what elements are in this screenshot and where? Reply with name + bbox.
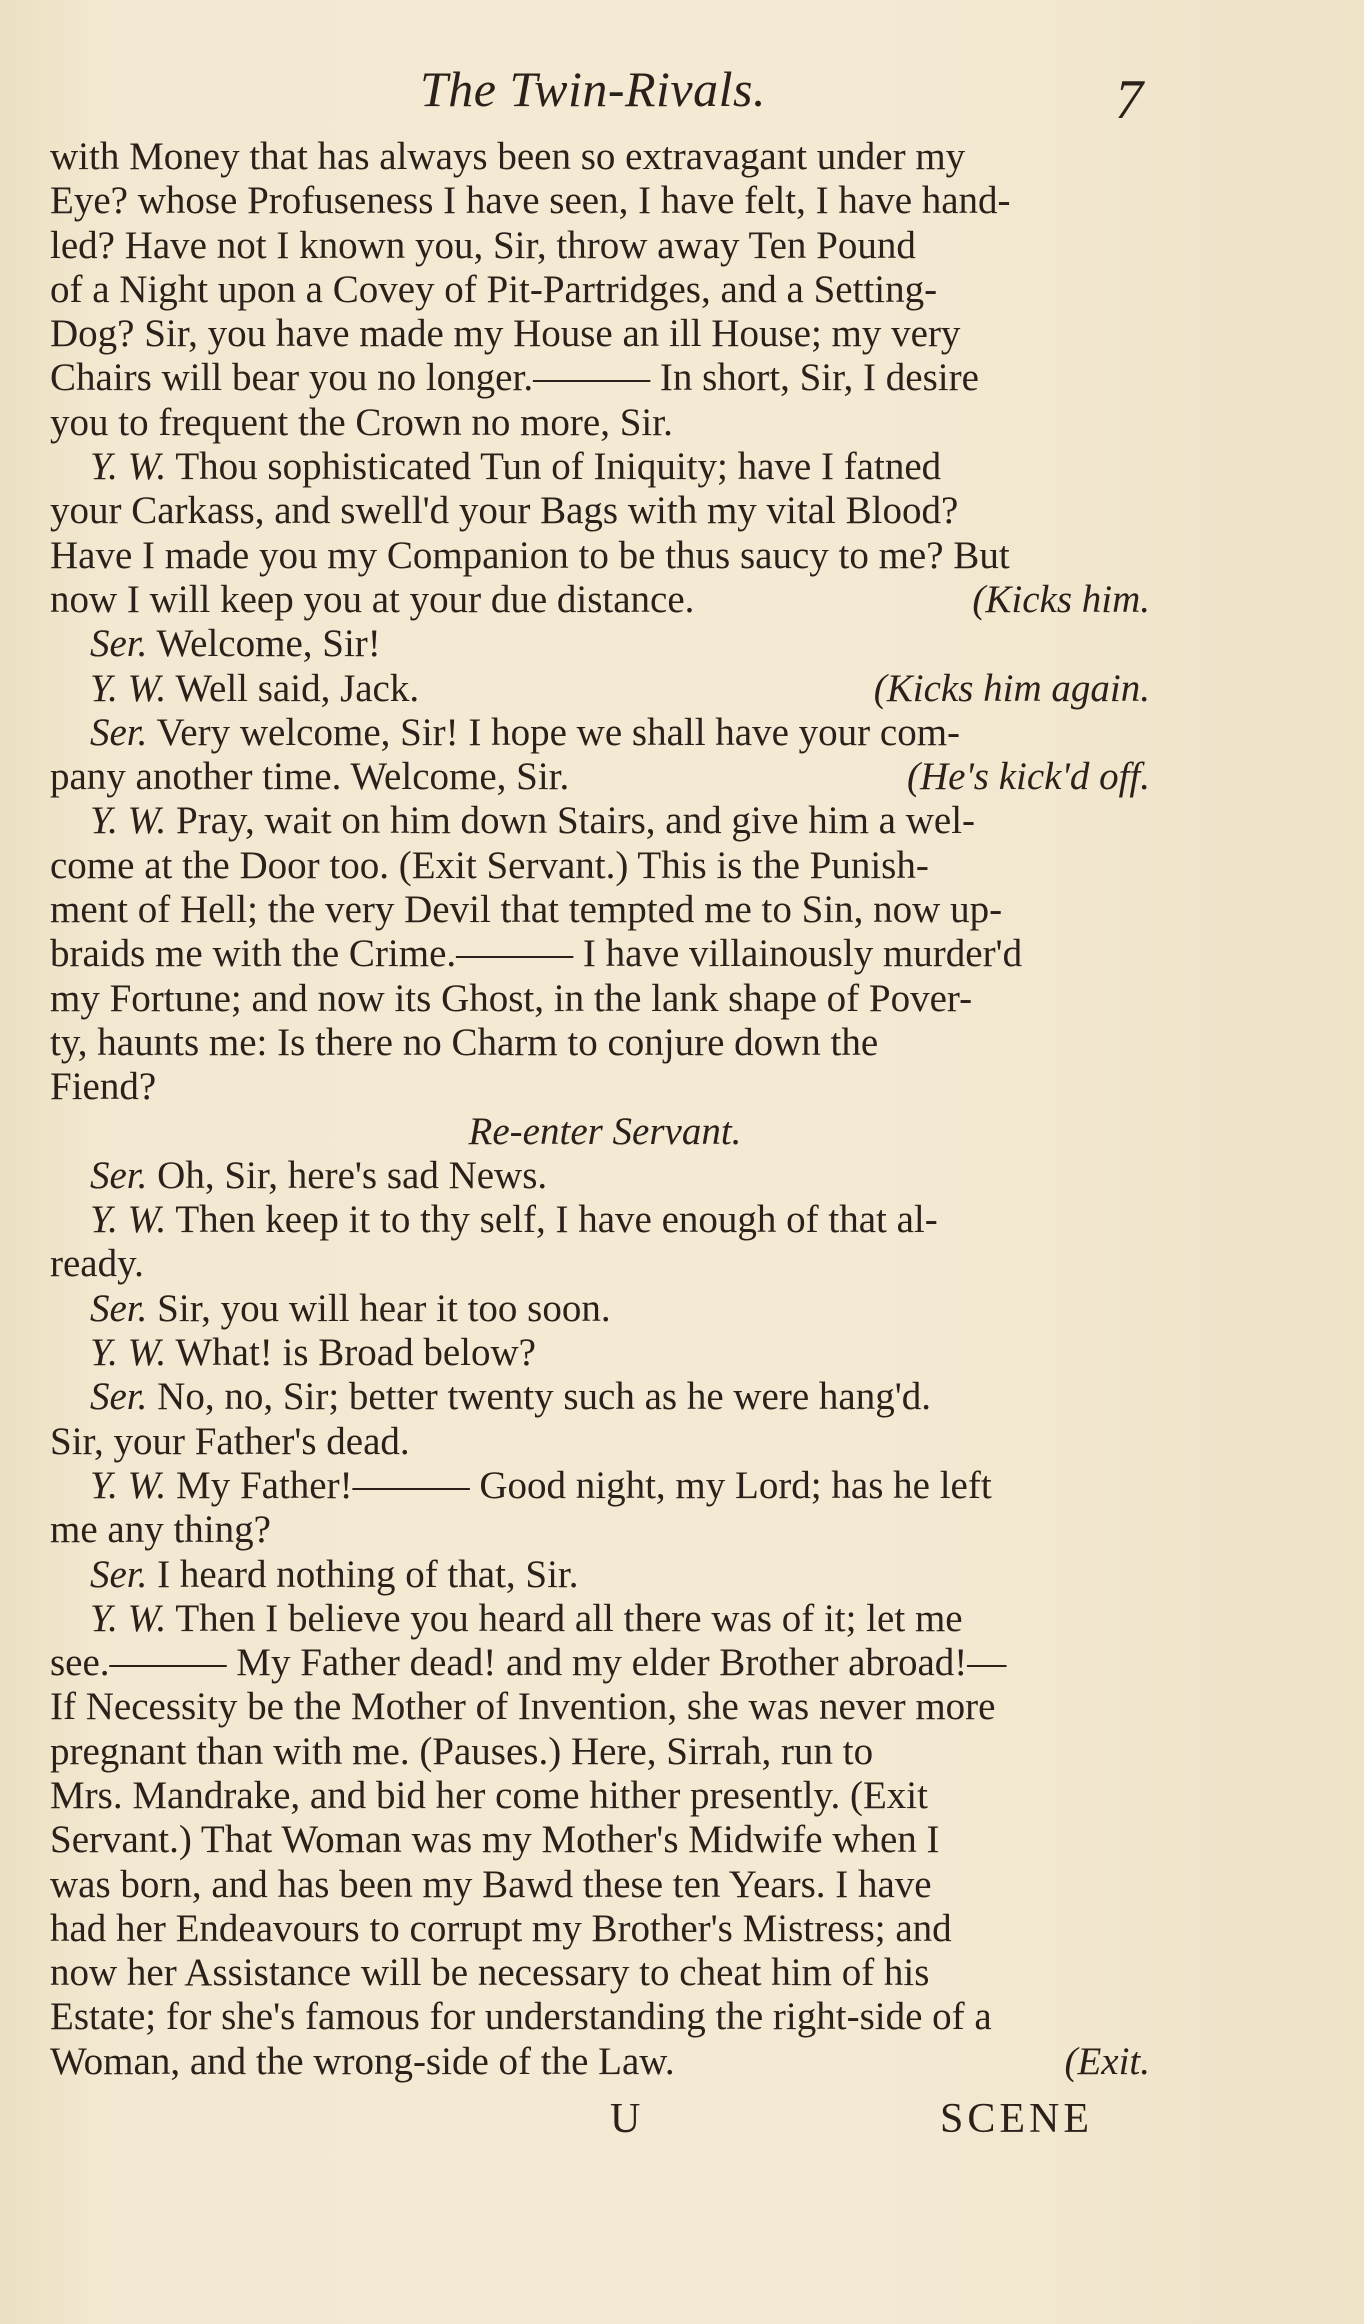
line-text: Chairs will bear you no longer.——— In short, Sir, I desire xyxy=(50,356,979,400)
line-text: I heard nothing of that, Sir. xyxy=(157,1552,579,1596)
line-text: Woman, and the wrong-side of the Law. xyxy=(50,2039,675,2083)
text-line xyxy=(50,1464,1160,1508)
signature-mark: U xyxy=(610,2096,641,2142)
text-line xyxy=(50,356,1160,400)
line-text: Have I made you my Companion to be thus saucy to me? But xyxy=(50,533,1010,577)
text-line xyxy=(50,401,1160,445)
speaker-name: Y. W. xyxy=(90,1331,167,1375)
text-line xyxy=(50,1154,1160,1198)
page-footer xyxy=(0,2095,1364,2165)
line-text: What! is Broad below? xyxy=(175,1331,536,1375)
speaker-name: Ser. xyxy=(90,1552,148,1596)
line-text: Oh, Sir, here's sad News. xyxy=(157,1153,548,1197)
line-text: come at the Door too. (Exit Servant.) This is the Punish- xyxy=(50,843,929,887)
text-line xyxy=(50,1863,1160,1907)
stage-direction: (Kicks him again. xyxy=(873,666,1150,710)
line-text: No, no, Sir; better twenty such as he were hang'd. xyxy=(157,1375,932,1419)
text-line xyxy=(50,179,1160,223)
line-text: Sir, you will hear it too soon. xyxy=(157,1286,611,1330)
text-line xyxy=(50,268,1160,312)
line-text: Pray, wait on him down Stairs, and give him a wel- xyxy=(176,799,976,843)
text-line xyxy=(50,1198,1160,1242)
page-number: 7 xyxy=(1115,69,1143,131)
text-line xyxy=(50,1685,1160,1729)
line-text: ty, haunts me: Is there no Charm to conjure down the xyxy=(50,1020,879,1064)
line-text: Re-enter Servant. xyxy=(468,1109,742,1153)
line-text: If Necessity be the Mother of Invention, she was never more xyxy=(50,1685,996,1729)
text-line xyxy=(50,489,1160,533)
line-text: Welcome, Sir! xyxy=(156,622,381,666)
text-line xyxy=(50,1818,1160,1862)
line-text: Sir, your Father's dead. xyxy=(50,1419,410,1463)
line-text: my Fortune; and now its Ghost, in the lank shape of Pover- xyxy=(50,976,973,1020)
text-line xyxy=(50,1907,1160,1951)
line-text: ment of Hell; the very Devil that tempted me to Sin, now up- xyxy=(50,888,1003,932)
line-text: Well said, Jack. xyxy=(175,666,420,710)
stage-direction: (He's kick'd off. xyxy=(906,755,1150,799)
text-line xyxy=(50,755,1160,799)
text-line xyxy=(50,135,1160,179)
line-text: led? Have not I known you, Sir, throw away Ten Pound xyxy=(50,223,916,267)
text-line xyxy=(50,1995,1160,2039)
text-line xyxy=(50,224,1160,268)
line-text: pany another time. Welcome, Sir. xyxy=(50,755,570,799)
line-text: see.——— My Father dead! and my elder Brother abroad!— xyxy=(50,1641,1007,1685)
text-line xyxy=(50,578,1160,622)
line-text: with Money that has always been so extravagant under my xyxy=(50,135,966,178)
speaker-name: Y. W. xyxy=(90,1198,167,1242)
speaker-name: Ser. xyxy=(90,1153,148,1197)
line-text: was born, and has been my Bawd these ten Years. I have xyxy=(50,1862,932,1906)
text-line xyxy=(50,1951,1160,1995)
line-text: Eye? whose Profuseness I have seen, I have felt, I have hand- xyxy=(50,179,1011,223)
text-line xyxy=(50,1287,1160,1331)
line-text: Very welcome, Sir! I hope we shall have your com- xyxy=(156,710,961,754)
line-text: of a Night upon a Covey of Pit-Partridges, and a Setting- xyxy=(50,267,938,311)
text-line xyxy=(50,1774,1160,1818)
text-line xyxy=(50,667,1160,711)
text-line xyxy=(50,711,1160,755)
text-line xyxy=(50,1110,1160,1154)
text-line xyxy=(50,1420,1160,1464)
line-text: Thou sophisticated Tun of Iniquity; have I fatned xyxy=(175,445,942,489)
text-line xyxy=(50,1641,1160,1685)
line-text: Fiend? xyxy=(50,1065,157,1109)
line-text: your Carkass, and swell'd your Bags with my vital Blood? xyxy=(50,489,959,533)
text-line xyxy=(50,1331,1160,1375)
text-line xyxy=(50,799,1160,843)
line-text: pregnant than with me. (Pauses.) Here, Sirrah, run to xyxy=(50,1729,874,1773)
line-text: Then keep it to thy self, I have enough of that al- xyxy=(175,1198,938,1242)
text-line xyxy=(50,445,1160,489)
text-line xyxy=(50,1065,1160,1109)
line-text: braids me with the Crime.——— I have villainously murder'd xyxy=(50,932,1023,976)
line-text: Estate; for she's famous for understanding the right-side of a xyxy=(50,1995,992,2039)
line-text: Mrs. Mandrake, and bid her come hither presently. (Exit xyxy=(50,1773,928,1817)
text-line xyxy=(50,1553,1160,1597)
speaker-name: Y. W. xyxy=(90,1463,167,1507)
speaker-name: Y. W. xyxy=(90,445,167,489)
speaker-name: Y. W. xyxy=(90,799,167,843)
text-line xyxy=(50,1021,1160,1065)
text-line xyxy=(50,1597,1160,1641)
line-text: ready. xyxy=(50,1242,144,1286)
text-line xyxy=(50,312,1160,356)
line-text: had her Endeavours to corrupt my Brother's Mistress; and xyxy=(50,1906,952,1950)
speaker-name: Y. W. xyxy=(90,1596,167,1640)
speaker-name: Ser. xyxy=(90,710,148,754)
line-text: My Father!——— Good night, my Lord; has he left xyxy=(176,1463,992,1507)
text-line xyxy=(50,844,1160,888)
speaker-name: Ser. xyxy=(90,622,148,666)
catchword: SCENE xyxy=(940,2096,1094,2142)
text-line xyxy=(50,977,1160,1021)
line-text: me any thing? xyxy=(50,1508,271,1552)
text-line xyxy=(50,1508,1160,1552)
text-line xyxy=(50,534,1160,578)
text-line xyxy=(50,932,1160,976)
speaker-name: Ser. xyxy=(90,1375,148,1419)
text-line xyxy=(50,1730,1160,1774)
line-text: Dog? Sir, you have made my House an ill House; my very xyxy=(50,312,961,356)
running-title: The Twin-Rivals. xyxy=(420,61,766,117)
line-text: Then I believe you heard all there was of it; let me xyxy=(175,1596,963,1640)
line-text: Servant.) That Woman was my Mother's Midwife when I xyxy=(50,1818,940,1862)
text-line xyxy=(50,1375,1160,1419)
text-line xyxy=(50,888,1160,932)
line-text: you to frequent the Crown no more, Sir. xyxy=(50,400,673,444)
text-line xyxy=(50,622,1160,666)
text-body xyxy=(50,135,1160,2084)
page-header xyxy=(0,60,1364,140)
stage-direction: (Kicks him. xyxy=(972,577,1150,621)
text-line xyxy=(50,1242,1160,1286)
text-line xyxy=(50,2040,1160,2084)
line-text: now I will keep you at your due distance. xyxy=(50,577,695,621)
speaker-name: Ser. xyxy=(90,1286,148,1330)
speaker-name: Y. W. xyxy=(90,666,167,710)
stage-direction: (Exit. xyxy=(1064,2039,1150,2083)
line-text: now her Assistance will be necessary to cheat him of his xyxy=(50,1951,930,1995)
